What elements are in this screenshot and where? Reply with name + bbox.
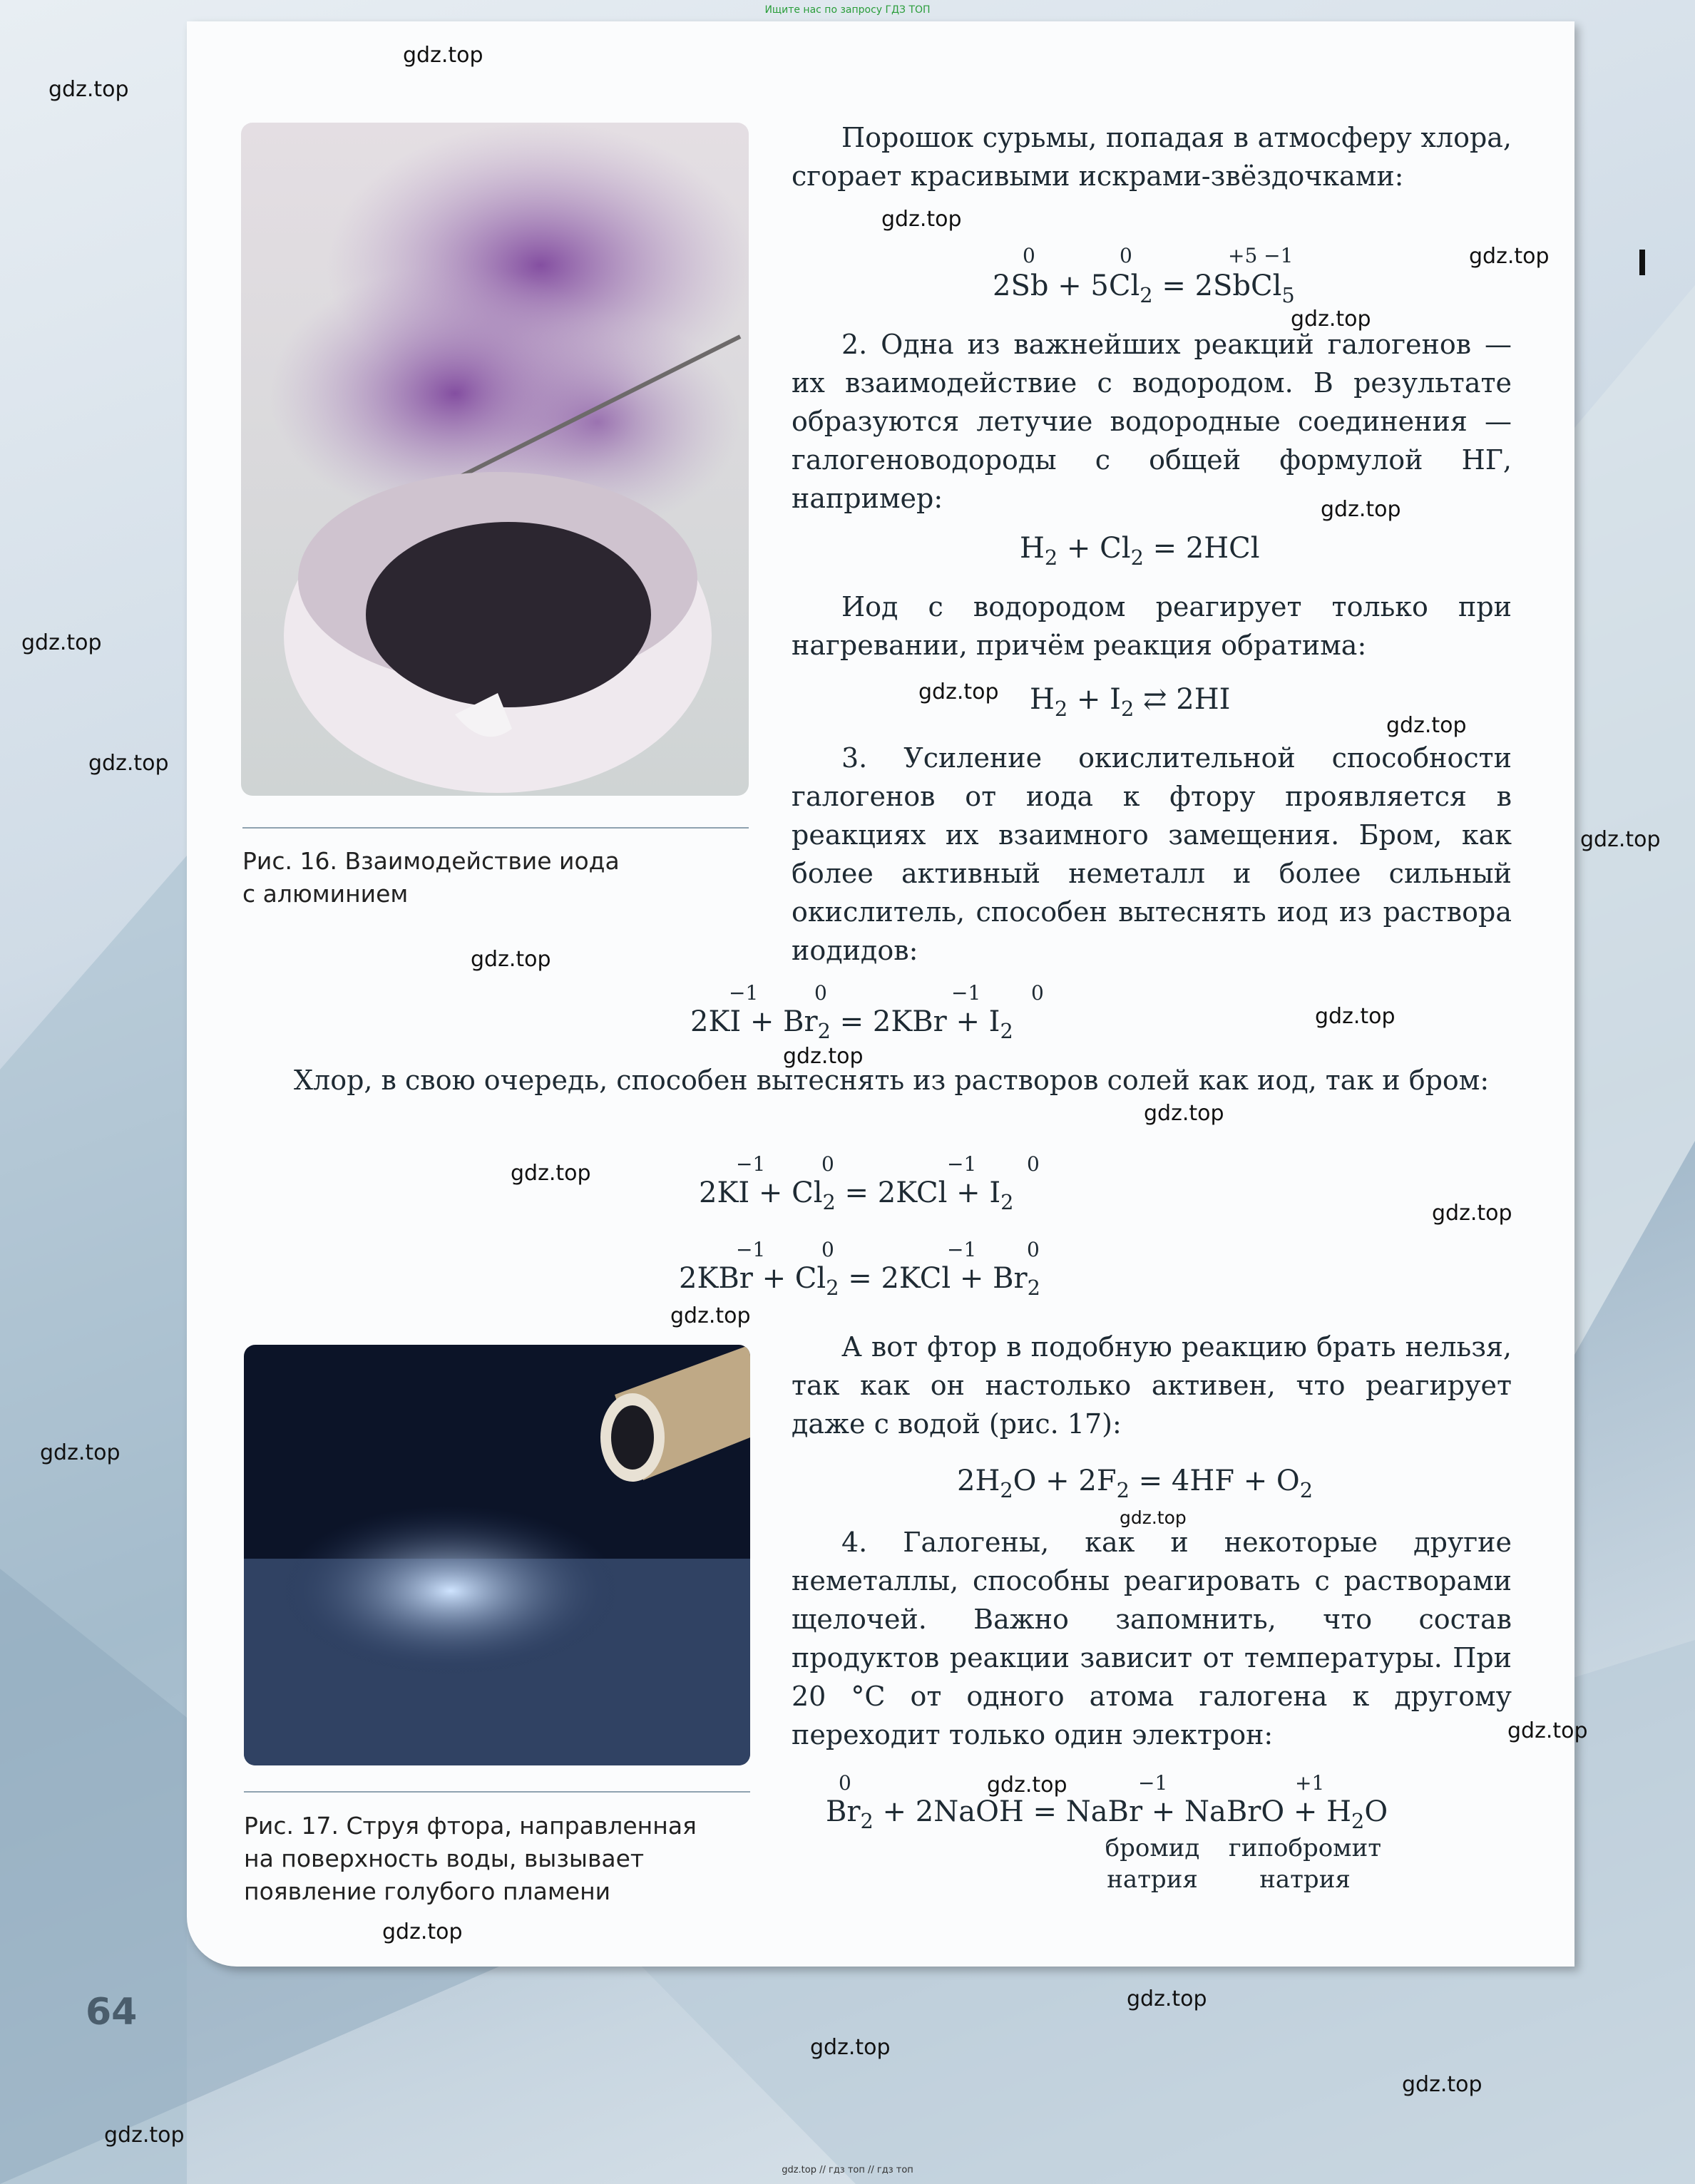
eq-term: 2Sb (993, 270, 1049, 302)
caption-line: на поверхность воды, вызывает (244, 1845, 645, 1872)
eq-term: + Br (741, 1005, 818, 1038)
equation-ki-br2 (690, 1005, 1013, 1043)
eq-sub: 2 (860, 1809, 874, 1834)
paragraph-hydrogen: 2. Одна из важнейших реакций галогенов — их взаимодействие с водородом. В результате образуются летучие водородные соединения — галогеноводороды с общей формулой НГ, например: (792, 329, 1512, 514)
eq-term: + Cl (1058, 532, 1131, 565)
eq-sub: 2 (1120, 697, 1135, 722)
paragraph-antimony: Порошок сурьмы, попадая в атмосферу хлора, сгорает красивыми искрами-звёздочками: (792, 122, 1512, 192)
ox-states-4: 0 (1031, 981, 1044, 1005)
watermark: gdz.top (1402, 2072, 1483, 2097)
ox-states-8: 0 (839, 1771, 851, 1795)
eq-term: Br (826, 1795, 861, 1828)
watermark: gdz.top (1507, 1718, 1588, 1743)
eq-sub: 5 (1281, 283, 1295, 308)
watermark: gdz.top (670, 1303, 751, 1328)
equation-h2-cl2 (1020, 532, 1260, 570)
eq-term: = 2HCl (1143, 532, 1260, 565)
paragraph-fluorine: А вот фтор в подобную реакцию брать нельзя, так как он настолько активен, что реагирует даже с водой (рис. 17): (792, 1331, 1512, 1440)
eq-sub: 2 (1351, 1809, 1365, 1834)
watermark: gdz.top (104, 2123, 185, 2148)
caption-line: появление голубого пламени (244, 1877, 611, 1905)
caption-16-rule (242, 827, 749, 829)
watermark: gdz.top (382, 1919, 463, 1944)
eq-term: = 2KCl + I (835, 1176, 1001, 1209)
watermark: gdz.top (1386, 713, 1467, 738)
eq-term: 2KI (699, 1176, 750, 1209)
figure-17-caption (244, 1810, 697, 1908)
ox-states-4: −1 (951, 981, 981, 1005)
watermark: gdz.top (1580, 827, 1661, 852)
ox-states-8: −1 (1138, 1771, 1168, 1795)
equation-ki-cl2 (699, 1176, 1014, 1214)
watermark: gdz.top (1120, 1507, 1187, 1528)
eq-term: = (1162, 270, 1186, 302)
watermark: gdz.top (987, 1773, 1067, 1798)
ox-states-4: 0 (814, 981, 827, 1005)
ox-states-6: 0 (821, 1238, 834, 1261)
eq-sub: 2 (1000, 1190, 1014, 1215)
caption-line: Рис. 17. Струя фтора, направленная (244, 1812, 697, 1840)
watermark: gdz.top (1315, 1004, 1396, 1029)
label-line: натрия (1259, 1865, 1351, 1894)
eq-sub: 2 (826, 1276, 839, 1301)
eq-term: + 2NaOH = NaBr (873, 1795, 1143, 1828)
ox-states-4: −1 (729, 981, 759, 1005)
watermark: gdz.top (918, 680, 999, 704)
ox-states-6: 0 (1027, 1238, 1040, 1261)
watermark: gdz.top (1291, 307, 1371, 332)
eq-sub: 2 (1027, 1276, 1040, 1301)
watermark: gdz.top (40, 1440, 121, 1465)
eq-sub: 2 (822, 1190, 836, 1215)
caption-17-rule (244, 1791, 750, 1793)
eq-term: O + 2F (1013, 1465, 1117, 1497)
watermark: gdz.top (1127, 1986, 1207, 2011)
ox-states-8: +1 (1295, 1771, 1325, 1795)
label-line: бромид (1105, 1834, 1200, 1862)
ox-states-5: 0 (821, 1152, 834, 1176)
equation-sb-cl (993, 270, 1295, 307)
watermark: gdz.top (48, 77, 129, 102)
eq-term: 5Cl (1090, 270, 1140, 302)
equation-br2-naoh (826, 1795, 1388, 1833)
eq-term: = 2KCl + Br (839, 1262, 1028, 1295)
ox-states-1: 0 (1120, 244, 1132, 267)
watermark: gdz.top (783, 1044, 864, 1069)
ox-states-1: 0 (1023, 244, 1035, 267)
ox-states-5: −1 (736, 1152, 766, 1176)
eq-sub: 2 (817, 1019, 831, 1044)
watermark: gdz.top (471, 947, 551, 972)
equation-h2o-f2 (957, 1465, 1313, 1502)
watermark: gdz.top (810, 2035, 891, 2060)
page-number: 64 (86, 1991, 138, 2034)
eq-term: 2SbCl (1194, 270, 1282, 302)
label-sodium-hypobromite (1212, 1832, 1398, 1895)
ox-states-5: 0 (1027, 1152, 1040, 1176)
ox-states-6: −1 (736, 1238, 766, 1261)
eq-term: 2H (957, 1465, 1000, 1497)
eq-sub: 2 (1140, 283, 1153, 308)
bottom-footer: gdz.top // гдз топ // гдз топ (782, 2165, 913, 2175)
paragraph-alkali: 4. Галогены, как и некоторые другие неметаллы, способны реагировать с растворами щелочей. Важно запомнить, что состав продуктов реакции зависит от температуры. При 20 °С от одного атома галогена к другому переходит только один электрон: (792, 1527, 1512, 1750)
top-banner: Ищите нас по запросу ГДЗ ТОП (764, 4, 931, 16)
ox-states-6: −1 (947, 1238, 977, 1261)
eq-sub: 2 (1054, 697, 1068, 722)
watermark: gdz.top (1144, 1101, 1224, 1126)
margin-mark (1639, 250, 1645, 275)
label-line: натрия (1107, 1865, 1198, 1894)
eq-term: ⇄ (1134, 683, 1177, 716)
eq-sub: 2 (1299, 1478, 1314, 1503)
eq-term: + NaBrO (1142, 1795, 1285, 1828)
watermark: gdz.top (1432, 1201, 1512, 1226)
eq-term: 2KI (690, 1005, 742, 1038)
eq-term: + Cl (752, 1262, 826, 1295)
watermark: gdz.top (1321, 497, 1401, 522)
watermark: gdz.top (511, 1161, 591, 1186)
eq-term: = 2KBr + I (830, 1005, 1000, 1038)
eq-term: + H (1284, 1795, 1352, 1828)
eq-term: + I (1067, 683, 1121, 716)
figure-16-caption (242, 845, 620, 911)
eq-sub: 2 (1000, 1478, 1013, 1503)
paragraph-substitution: 3. Усиление окислительной способности галогенов от иода к фтору проявляется в реакциях их взаимного замещения. Бром, как более активный неметалл и более сильный окислитель, способен вытеснять иод из раствора иодидов: (792, 742, 1512, 966)
figure-17-photo (244, 1345, 750, 1765)
watermark: gdz.top (1469, 244, 1550, 269)
eq-term: + (1058, 270, 1082, 302)
caption-line: с алюминием (242, 880, 409, 908)
caption-line: Рис. 16. Взаимодействие иода (242, 847, 620, 875)
watermark: gdz.top (403, 43, 483, 68)
eq-term: 2KBr (679, 1262, 753, 1295)
eq-sub: 2 (1116, 1478, 1130, 1503)
equation-kbr-cl2 (679, 1262, 1040, 1300)
ox-states-5: −1 (947, 1152, 977, 1176)
eq-term: H (1030, 683, 1055, 716)
ox-states-1: +5 −1 (1228, 244, 1294, 267)
eq-term: 2HI (1176, 683, 1231, 716)
eq-sub: 2 (1044, 545, 1058, 570)
paragraph-chlorine: Хлор, в свою очередь, способен вытеснять из растворов солей как иод, так и бром: (294, 1065, 1490, 1096)
watermark: gdz.top (88, 751, 169, 776)
eq-term: = 4HF + O (1129, 1465, 1300, 1497)
watermark: gdz.top (21, 630, 102, 655)
label-line: гипобромит (1228, 1834, 1382, 1862)
paragraph-iodine: Иод с водородом реагирует только при нагревании, причём реакция обратима: (792, 591, 1512, 661)
figure-16-photo (241, 123, 749, 796)
eq-term: O (1364, 1795, 1388, 1828)
watermark: gdz.top (881, 207, 962, 232)
equation-h2-i2 (1030, 683, 1230, 721)
eq-sub: 2 (1130, 545, 1144, 570)
eq-term: + Cl (749, 1176, 823, 1209)
eq-sub: 2 (1000, 1019, 1013, 1044)
eq-term: H (1020, 532, 1045, 565)
